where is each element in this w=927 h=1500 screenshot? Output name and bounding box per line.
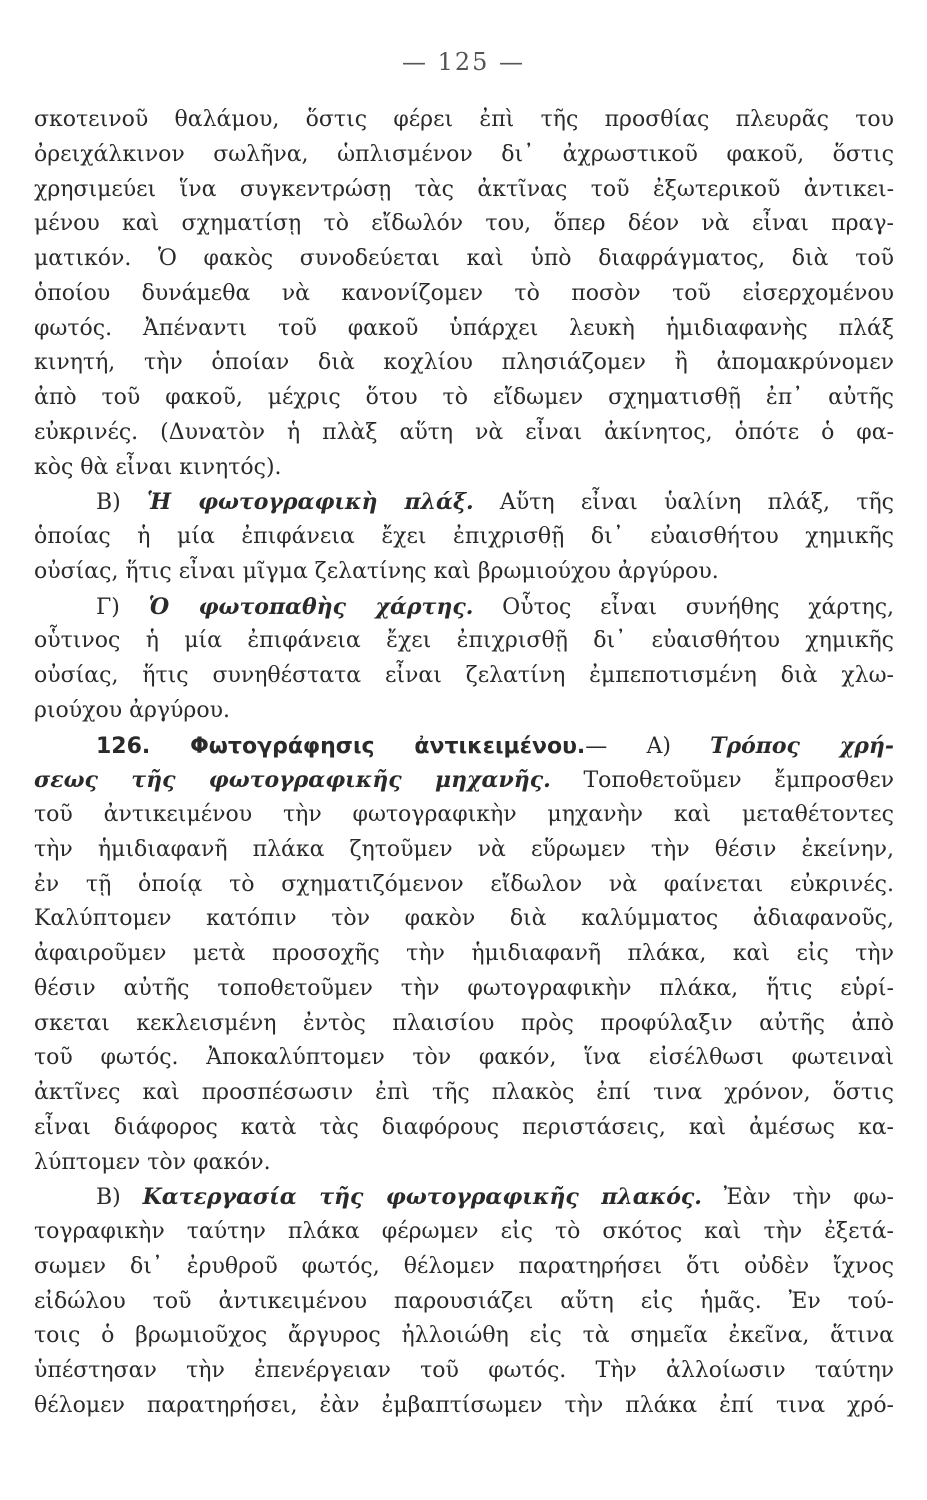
text-line: τοῦ φωτός. Ἀποκαλύπτομεν τὸν φακόν, ἵνα εἰσέλθωσι φωτειναὶ [34, 1045, 894, 1071]
text-line: εἰδώλου τοῦ ἀντικειμένου παρουσιάζει αὕτη εἰς ἡμᾶς. Ἐν τού- [34, 1288, 894, 1314]
section-126-heading: 126. Φωτογράφησις ἀντικειμένου.— Α) Τρόπος χρή- [96, 732, 894, 759]
text-line: κινητή, τὴν ὁποίαν διὰ κοχλίου πλησιάζομεν ἢ ἀπομακρύνομεν [34, 350, 894, 376]
text-line: οὗτινος ἡ μία ἐπιφάνεια ἔχει ἐπιχρισθῇ δι᾽ εὐαισθήτου χημικῆς [34, 628, 894, 654]
text-line: εὐκρινές. (Δυνατὸν ἡ πλὰξ αὕτη νὰ εἶναι ἀκίνητος, ὁπότε ὁ φα- [34, 419, 894, 445]
text-line: Καλύπτομεν κατόπιν τὸν φακὸν διὰ καλύμματος ἀδιαφανοῦς, [34, 906, 894, 932]
text-line: ὑπέστησαν τὴν ἐπενέργειαν τοῦ φωτός. Τὴν ἀλλοίωσιν ταύτην [34, 1358, 894, 1383]
subheading-photographic-plate: Ἡ φωτογραφικὴ πλάξ. [147, 489, 474, 516]
text-line: λύπτομεν τὸν φακόν. [34, 1149, 271, 1175]
text-line: οὐσίας, ἥτις εἶναι μῖγμα ζελατίνης καὶ βρωμιούχου ἀργύρου. [34, 558, 719, 584]
paragraph-c-paper: Γ) Ὁ φωτοπαθὴς χάρτης. Οὗτος εἶναι συνήθης χάρτης, [96, 593, 895, 620]
text-line: θέλομεν παρατηρήσει, ἐὰν ἐμβαπτίσωμεν τὴν πλάκα ἐπί τινα χρό- [34, 1392, 894, 1418]
text-line: μένου καὶ σχηματίσῃ τὸ εἴδωλόν του, ὅπερ δέον νὰ εἶναι πραγ- [34, 211, 894, 237]
text-line: χρησιμεύει ἵνα συγκεντρώσῃ τὰς ἀκτῖνας τοῦ ἐξωτερικοῦ ἀντικει- [34, 176, 894, 202]
text-line: κὸς θὰ εἶναι κινητός). [34, 454, 282, 480]
text-line: ὁποίας ἡ μία ἐπιφάνεια ἔχει ἐπιχρισθῇ δι᾽ εὐαισθήτου χημικῆς [34, 524, 894, 549]
text-line: τοις ὁ βρωμιοῦχος ἄργυρος ἠλλοιώθη εἰς τὰ σημεῖα ἐκεῖνα, ἅτινα [34, 1323, 894, 1349]
text-line: φωτός. Ἀπέναντι τοῦ φακοῦ ὑπάρχει λευκὴ ἡμιδιαφανὴς πλάξ [34, 315, 894, 341]
text-line: θέσιν αὐτῆς τοποθετοῦμεν τὴν φωτογραφικὴν πλάκα, ἥτις εὑρί- [34, 975, 894, 1001]
text-line: ματικόν. Ὁ φακὸς συνοδεύεται καὶ ὑπὸ διαφράγματος, διὰ τοῦ [34, 246, 894, 271]
text-line: τογραφικὴν ταύτην πλάκα φέρωμεν εἰς τὸ σκότος καὶ τὴν ἐξετά- [34, 1219, 894, 1244]
text-line: τοῦ ἀντικειμένου τὴν φωτογραφικὴν μηχανὴν καὶ μεταθέτοντες [34, 802, 894, 827]
text-line: εἶναι διάφορος κατὰ τὰς διαφόρους περιστάσεις, καὶ ἀμέσως κα- [34, 1114, 894, 1140]
subheading-method-of-use: Τρόπος χρή- [710, 732, 894, 759]
text-line: σεως τῆς φωτογραφικῆς μηχανῆς. Τοποθετοῦμεν ἔμπροσθεν [34, 767, 895, 794]
body-text [34, 103, 894, 1424]
subheading-photosensitive-paper: Ὁ φωτοπαθὴς χάρτης. [148, 593, 474, 620]
text-line: ἀφαιροῦμεν μετὰ προσοχῆς τὴν ἡμιδιαφανῆ πλάκα, καὶ εἰς τὴν [34, 941, 894, 966]
text-line: σκοτεινοῦ θαλάμου, ὅστις φέρει ἐπὶ τῆς προσθίας πλευρᾶς του [34, 107, 894, 132]
text-line: τὴν ἡμιδιαφανῆ πλάκα ζητοῦμεν νὰ εὕρωμεν τὴν θέσιν ἐκείνην, [34, 836, 894, 862]
text-line: ἀπὸ τοῦ φακοῦ, μέχρις ὅτου τὸ εἴδωμεν σχηματισθῇ ἐπ᾽ αὐτῆς [34, 385, 894, 410]
text-line: οὐσίας, ἥτις συνηθέστατα εἶναι ζελατίνη ἐμπεποτισμένη διὰ χλω- [34, 663, 894, 688]
text-line: ὀρειχάλκινον σωλῆνα, ὡπλισμένον δι᾽ ἀχρωστικοῦ φακοῦ, ὅστις [34, 141, 894, 167]
subheading-plate-processing: Κατεργασία τῆς φωτογραφικῆς πλακός. [142, 1184, 702, 1211]
page-number: — 125 — [401, 48, 526, 76]
paragraph-b-processing: Β) Κατεργασία τῆς φωτογραφικῆς πλακός. Ἐὰν τὴν φω- [96, 1184, 894, 1211]
text-line: ριούχου ἀργύρου. [34, 697, 230, 723]
text-line: σωμεν δι᾽ ἐρυθροῦ φωτός, θέλομεν παρατηρήσει ὅτι οὐδὲν ἴχνος [34, 1253, 894, 1279]
section-title: Φωτογράφησις ἀντικειμένου. [190, 733, 586, 759]
text-line: ὁποίου δυνάμεθα νὰ κανονίζομεν τὸ ποσὸν τοῦ εἰσερχομένου [34, 280, 894, 306]
text-line: ἐν τῇ ὁποίᾳ τὸ σχηματιζόμενον εἴδωλον νὰ φαίνεται εὐκρινές. [34, 871, 894, 897]
text-line: σκεται κεκλεισμένη ἐντὸς πλαισίου πρὸς προφύλαξιν αὐτῆς ἀπὸ [34, 1010, 894, 1036]
paragraph-b-plate: Β) Ἡ φωτογραφικὴ πλάξ. Αὕτη εἶναι ὑαλίνη πλάξ, τῆς [96, 489, 894, 516]
text-line: ἀκτῖνες καὶ προσπέσωσιν ἐπὶ τῆς πλακὸς ἐπί τινα χρόνον, ὅστις [34, 1080, 894, 1105]
